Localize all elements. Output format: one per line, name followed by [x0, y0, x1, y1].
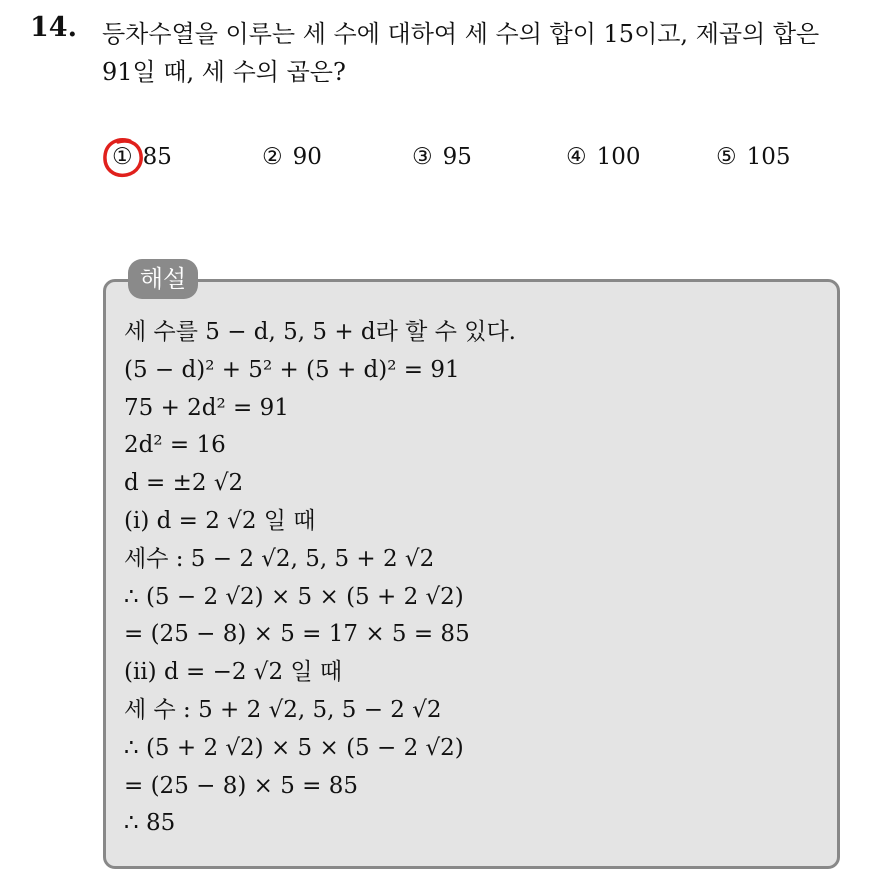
solution-line: (ii) d = −2 √2 일 때: [124, 659, 343, 686]
choice-2-value: 90: [292, 144, 322, 170]
solution-line: = (25 − 8) × 5 = 17 × 5 = 85: [124, 621, 470, 648]
solution-line: 세수 : 5 − 2 √2, 5, 5 + 2 √2: [124, 545, 435, 572]
choice-3[interactable]: [412, 144, 472, 170]
solution-line: 세 수 : 5 + 2 √2, 5, 5 − 2 √2: [124, 696, 442, 723]
selected-answer-circle-icon: [100, 135, 148, 181]
choice-3-mark: ③: [412, 144, 433, 170]
choice-1-value: 85: [142, 144, 172, 170]
choice-5[interactable]: [716, 144, 791, 170]
choice-3-value: 95: [442, 144, 472, 170]
choice-4-mark: ④: [566, 144, 587, 170]
solution-line: 2d² = 16: [124, 432, 226, 459]
question-text-line-1: 등차수열을 이루는 세 수에 대하여 세 수의 합이 15이고, 제곱의 합은: [102, 20, 820, 48]
choice-5-value: 105: [746, 144, 791, 170]
solution-line: (5 − d)² + 5² + (5 + d)² = 91: [124, 356, 460, 383]
solution-line: ∴ 85: [124, 810, 176, 837]
choice-5-mark: ⑤: [716, 144, 737, 170]
solution-line: = (25 − 8) × 5 = 85: [124, 772, 359, 799]
solution-line: ∴ (5 + 2 √2) × 5 × (5 − 2 √2): [124, 734, 464, 761]
solution-line: d = ±2 √2: [124, 470, 244, 497]
choice-2-mark: ②: [262, 144, 283, 170]
solution-line: ∴ (5 − 2 √2) × 5 × (5 + 2 √2): [124, 583, 464, 610]
choice-4[interactable]: [566, 144, 641, 170]
solution-line: 75 + 2d² = 91: [124, 394, 289, 421]
choice-2[interactable]: [262, 144, 322, 170]
choice-1-mark: ①: [112, 144, 133, 170]
question-number: 14.: [30, 12, 77, 43]
solution-content: [124, 314, 516, 843]
question-text-line-2: 91일 때, 세 수의 곱은?: [102, 58, 346, 86]
solution-line: 세 수를 5 − d, 5, 5 + d라 할 수 있다.: [124, 319, 516, 345]
choice-4-value: 100: [596, 144, 641, 170]
solution-tab: 해설: [128, 259, 198, 299]
solution-line: (i) d = 2 √2 일 때: [124, 507, 316, 534]
